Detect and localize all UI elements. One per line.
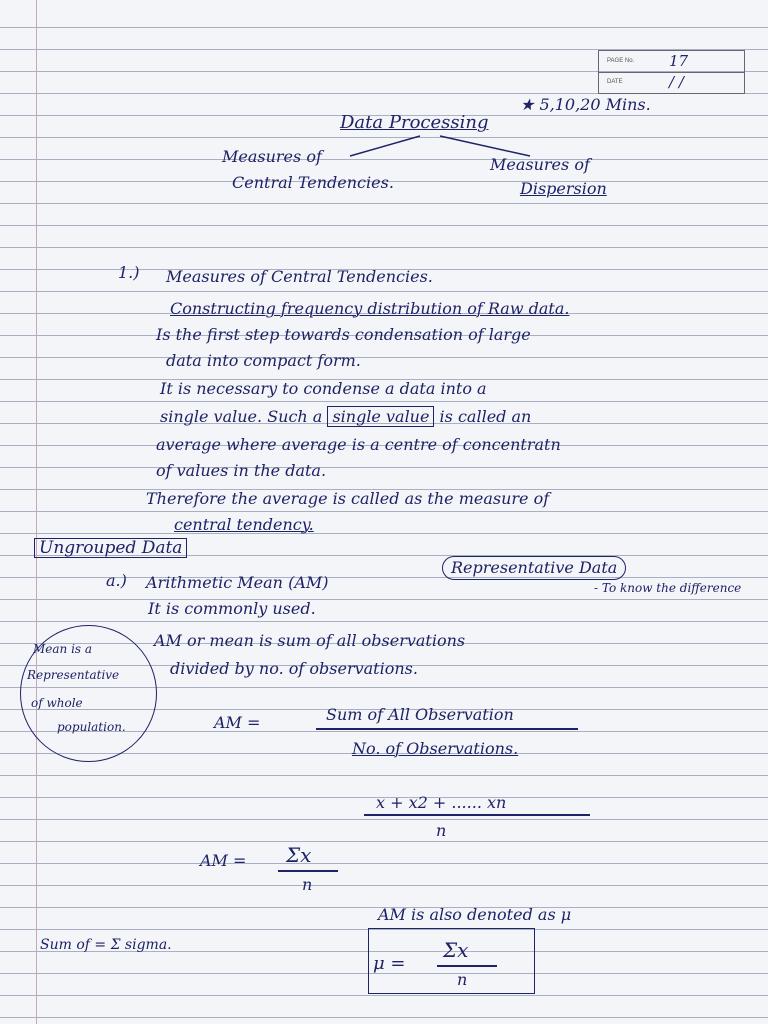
single-value-box: single value: [327, 406, 434, 427]
representative-data-box: Representative Data: [442, 556, 626, 580]
formula1-denominator: No. of Observations.: [352, 739, 519, 758]
circle-note-line4: population.: [57, 720, 126, 734]
page-number: 17: [669, 52, 689, 70]
body-line-6: average where average is a centre of concentratn: [156, 435, 561, 454]
formula3-lhs: AM =: [200, 851, 247, 870]
am-heading: Arithmetic Mean (AM): [146, 573, 329, 592]
body-line-1: Constructing frequency distribution of Raw data.: [170, 299, 570, 318]
body-line-2: Is the first step towards condensation of large: [156, 325, 531, 344]
date-label: DATE: [607, 79, 623, 85]
date-note: ★ 5,10,20 Mins.: [520, 95, 651, 114]
am-number: a.): [106, 571, 127, 590]
mu-formula-box: [368, 928, 535, 994]
formula1-fraction-bar: [316, 728, 578, 730]
formula4-numerator: Σx: [443, 938, 469, 962]
body-line-8: Therefore the average is called as the measure of: [146, 489, 550, 508]
body-line-3: data into compact form.: [166, 351, 361, 370]
ungrouped-data-box: Ungrouped Data: [34, 538, 187, 558]
body-line-7: of values in the data.: [156, 461, 327, 480]
page-title: Data Processing: [340, 112, 489, 133]
formula4-lhs: μ =: [373, 953, 406, 974]
am-line3: divided by no. of observations.: [170, 659, 418, 678]
branch-left-line1: Measures of: [222, 147, 322, 166]
formula4-fraction-bar: [437, 965, 497, 967]
formula1-lhs: AM =: [214, 713, 261, 732]
formula3-numerator: Σx: [286, 843, 312, 867]
branch-right-line1: Measures of: [490, 155, 590, 174]
am-line1: It is commonly used.: [148, 599, 316, 618]
also-denoted-text: AM is also denoted as μ: [378, 905, 572, 924]
formula2-denominator: n: [436, 821, 447, 840]
formula1-numerator: Sum of All Observation: [326, 705, 514, 724]
date-value: / /: [669, 73, 684, 91]
sigma-note: Sum of = Σ sigma.: [40, 937, 172, 953]
formula2-fraction-bar: [364, 814, 590, 816]
section-number: 1.): [118, 263, 140, 282]
branch-right-line2: Dispersion: [520, 179, 607, 198]
formula4-denominator: n: [457, 970, 468, 989]
am-line2: AM or mean is sum of all observations: [154, 631, 466, 650]
formula3-fraction-bar: [278, 870, 338, 872]
circle-note-line1: Mean is a: [33, 642, 93, 656]
circle-note-line3: of whole: [31, 696, 83, 710]
difference-note: - To know the difference: [594, 581, 742, 595]
branch-left-line2: Central Tendencies.: [232, 173, 394, 192]
formula3-denominator: n: [302, 875, 313, 894]
body-line-5: single value. Such a single value is called an: [160, 407, 532, 426]
section-heading: Measures of Central Tendencies.: [166, 267, 433, 286]
formula2-numerator: x + x2 + ...... xn: [376, 793, 507, 812]
page-label: PAGE No.: [607, 58, 635, 64]
body-line-9: central tendency.: [174, 515, 314, 534]
body-line-4: It is necessary to condense a data into a: [160, 379, 487, 398]
circle-note: [20, 625, 157, 762]
circle-note-line2: Representative: [27, 668, 120, 682]
